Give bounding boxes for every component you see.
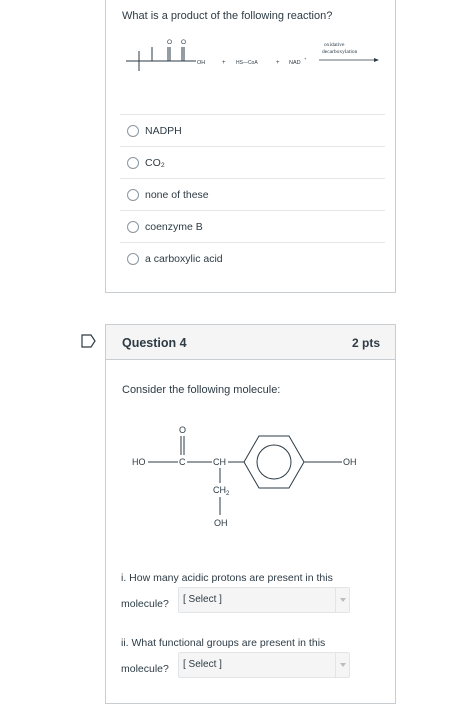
part-2-prompt-line-2: molecule? (121, 663, 169, 675)
select-value: [ Select ] (183, 659, 222, 670)
question-points: 2 pts (351, 336, 380, 350)
functional-groups-select[interactable] (178, 652, 350, 678)
part-1-prompt-line-2: molecule? (121, 598, 169, 610)
c-label: C (179, 457, 186, 467)
plus-sign-1: + (222, 60, 226, 66)
flag-question-icon[interactable] (81, 334, 97, 348)
radio-button[interactable] (127, 253, 139, 265)
part-2-prompt: ii. What functional groups are present in this (121, 637, 326, 649)
chevron-down-icon[interactable] (335, 588, 349, 612)
answer-option[interactable] (120, 210, 385, 242)
aromatic-circle (257, 445, 291, 479)
ho-label: HO (132, 457, 146, 467)
chevron-down-icon[interactable] (335, 653, 349, 677)
molecule-structure (120, 417, 382, 537)
arrow-label-2: decarboxylation (322, 49, 358, 55)
part-1-prompt: i. How many acidic protons are present in this (121, 572, 333, 584)
nad-charge: + (304, 56, 307, 61)
radio-button[interactable] (127, 125, 139, 137)
oh-label: OH (197, 60, 206, 66)
benzene-ring (244, 436, 304, 488)
question-3-card (105, 0, 396, 293)
reaction-scheme (124, 37, 384, 73)
select-value: [ Select ] (183, 594, 222, 605)
answer-list (120, 114, 385, 274)
nad-label: NAD (289, 60, 301, 66)
plus-sign-2: + (276, 60, 280, 66)
answer-option[interactable] (120, 242, 385, 274)
answer-label: NADPH (145, 124, 182, 137)
question-4-header (106, 325, 395, 360)
question-4-text: Consider the following molecule: (122, 384, 281, 396)
answer-label: none of these (145, 188, 209, 201)
ch2-label: $CH_2$ (213, 485, 230, 497)
oh-bottom-label: OH (214, 518, 228, 528)
answer-label: CO₂ (145, 156, 165, 169)
oh-right-label: OH (343, 457, 357, 467)
question-3-text: What is a product of the following reaction? (122, 10, 333, 22)
coa-label: HS—CoA (236, 60, 258, 66)
radio-button[interactable] (127, 189, 139, 201)
acidic-protons-select[interactable] (178, 587, 350, 613)
answer-label: coenzyme B (145, 220, 203, 233)
reaction-arrow-head (374, 58, 379, 62)
radio-button[interactable] (127, 221, 139, 233)
ch-label: CH (213, 457, 226, 467)
question-title: Question 4 (122, 336, 187, 350)
answer-option[interactable] (120, 114, 385, 146)
answer-option[interactable] (120, 146, 385, 178)
question-4-card (105, 324, 396, 704)
arrow-label-1: oxidative (324, 42, 345, 48)
o-label: O (179, 425, 187, 435)
carbonyl-o-label-2: O (181, 39, 187, 46)
carbonyl-o-label-1: O (167, 39, 173, 46)
answer-option[interactable] (120, 178, 385, 210)
radio-button[interactable] (127, 157, 139, 169)
answer-label: a carboxylic acid (145, 252, 223, 265)
